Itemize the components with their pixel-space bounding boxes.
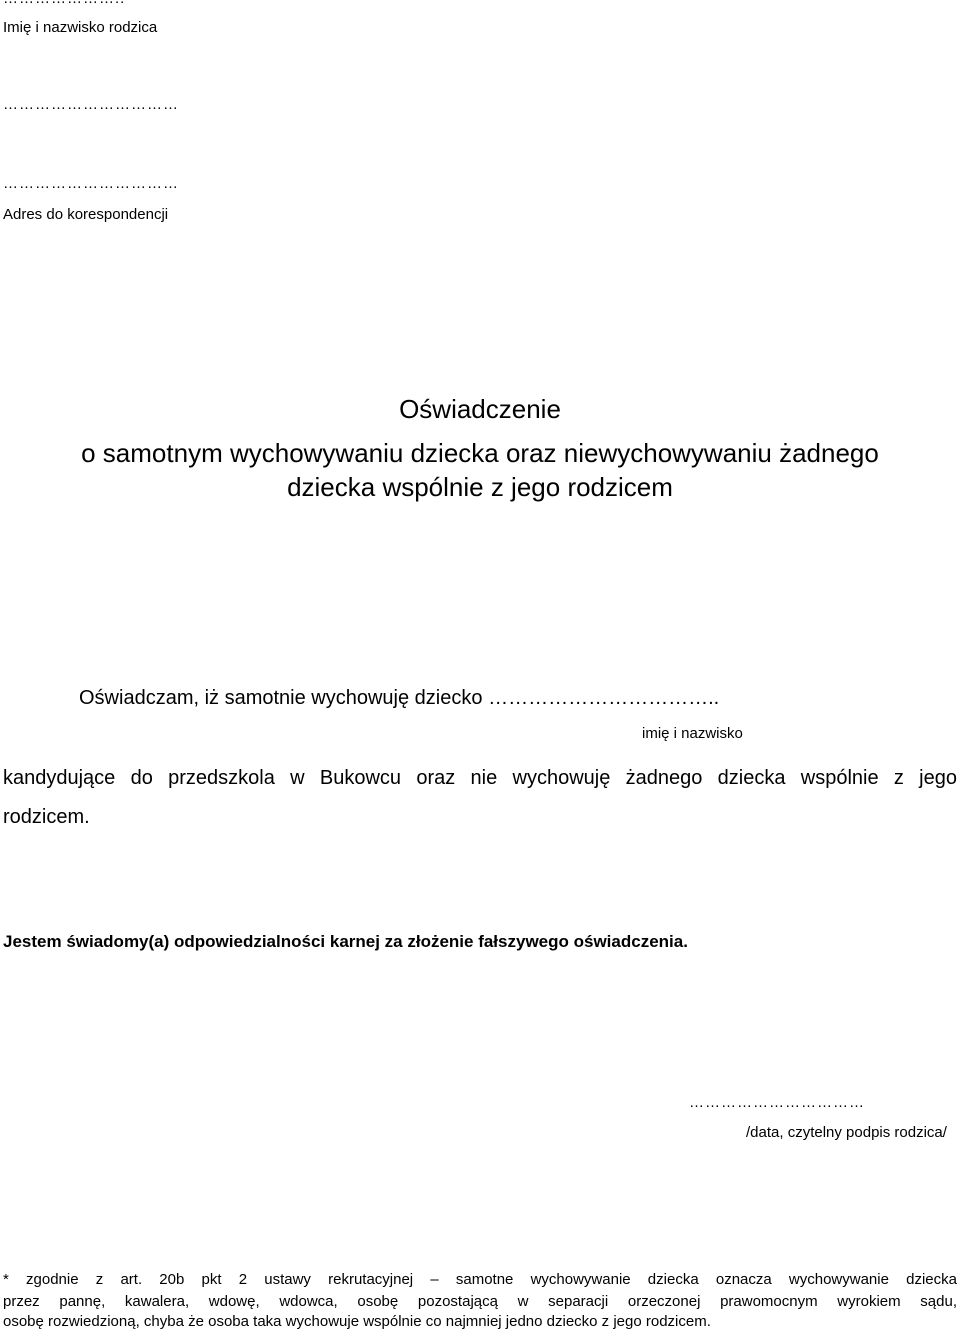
parent-name-label: Imię i nazwisko rodzica [3,19,158,36]
footnote-line-3: osobę rozwiedzioną, chyba że osoba taka wychowuje wspólnie co najmniej jedno dziecko z jego rodzicem. [3,1313,711,1330]
declaration-line-2: kandydujące do przedszkola w Bukowcu oraz nie wychowuję żadnego dziecka wspólnie z jego [3,767,957,789]
footnote-line-1: * zgodnie z art. 20b pkt 2 ustawy rekrutacyjnej – samotne wychowywanie dziecka oznacza wychowywanie dziecka [3,1271,957,1288]
child-name-hint: imię i nazwisko [642,725,743,742]
address-dots-line-1: …………………………… [3,96,179,113]
declaration-text [79,687,719,710]
footnote-line-2: przez pannę, kawalera, wdowę, wdowca, osobę pozostającą w separacji orzeczonej prawomocnym wyrokiem sądu, [3,1293,957,1310]
declaration-line-3: rodzicem. [3,806,90,828]
child-name-dots: …………………………….. [488,687,720,709]
declaration-lead: Oświadczam, iż samotnie wychowuję dziecko [79,687,483,709]
address-label: Adres do korespondencji [3,206,169,223]
signature-label: /data, czytelny podpis rodzica/ [746,1124,947,1141]
liability-statement: Jestem świadomy(a) odpowiedzialności karnej za złożenie fałszywego oświadczenia. [3,932,688,951]
document-subtitle-line-1: o samotnym wychowywaniu dziecka oraz niewychowywaniu żadnego [81,438,879,468]
document-subtitle-line-2: dziecka wspólnie z jego rodzicem [287,472,673,502]
signature-dots: …………………………… [689,1094,865,1111]
parent-name-dots [3,0,125,7]
document-title: Oświadczenie [399,394,561,424]
address-dots-line-2: …………………………… [3,175,179,192]
